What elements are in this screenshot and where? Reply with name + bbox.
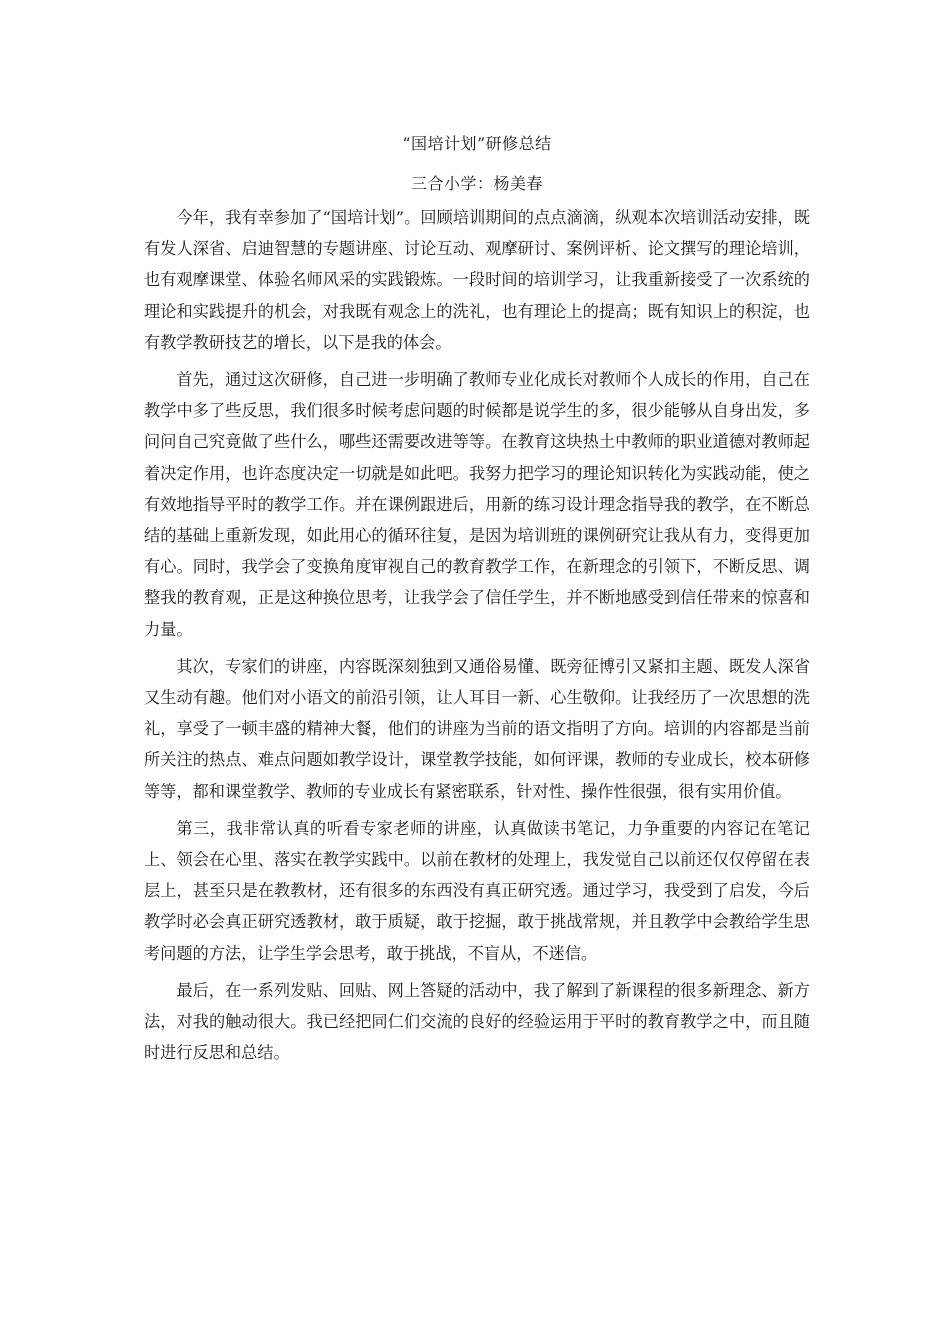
- paragraph-first: 首先，通过这次研修，自己进一步明确了教师专业化成长对教师个人成长的作用，自己在教学中多了些反思，我们很多时候考虑问题的时候都是说学生的多，很少能够从自身出发，多问问自己究竟做了些什么，哪些还需要改进等等。在教育这块热土中教师的职业道德对教师起着决定作用，也许态度决定一切就是如此吧。我努力把学习的理论知识转化为实践动能，使之有效地指导平时的教学工作。并在课例跟进后，用新的练习设计理念指导我的教学，在不断总结的基础上重新发现，如此用心的循环往复，是因为培训班的课例研究让我从有力，变得更加有心。同时，我学会了变换角度审视自己的教育教学工作，在新理念的引领下，不断反思、调整我的教育观，正是这种换位思考，让我学会了信任学生，并不断地感受到信任带来的惊喜和力量。: [144, 370, 810, 639]
- document-title: “国培计划”研修总结: [402, 134, 552, 153]
- document-author: 三合小学：杨美春: [410, 174, 543, 193]
- paragraph-intro: 今年，我有幸参加了“国培计划”。回顾培训期间的点点滴滴，纵观本次培训活动安排，既有发人深省、启迪智慧的专题讲座、讨论互动、观摩研讨、案例评析、论文撰写的理论培训，也有观摩课堂、体验名师风采的实践锻炼。一段时间的培训学习，让我重新接受了一次系统的理论和实践提升的机会，对我既有观念上的洗礼，也有理论上的提高；既有知识上的积淀，也有教学教研技艺的增长，以下是我的体会。: [144, 208, 810, 352]
- paragraph-second: 其次，专家们的讲座，内容既深刻独到又通俗易懂、既旁征博引又紧扣主题、既发人深省又生动有趣。他们对小语文的前沿引领，让人耳目一新、心生敬仰。让我经历了一次思想的洗礼，享受了一顿丰盛的精神大餐，他们的讲座为当前的语文指明了方向。培训的内容都是当前所关注的热点、难点问题如教学设计，课堂教学技能，如何评课，教师的专业成长，校本研修等等，都和课堂教学、教师的专业成长有紧密联系，针对性、操作性很强，很有实用价值。: [144, 656, 810, 801]
- document-page: [144, 128, 810, 1074]
- paragraph-third: 第三，我非常认真的听看专家老师的讲座，认真做读书笔记，力争重要的内容记在笔记上、领会在心里、落实在教学实践中。以前在教材的处理上，我发觉自己以前还仅仅停留在表层上，甚至只是在教教材，还有很多的东西没有真正研究透。通过学习，我受到了启发，今后教学时必会真正研究透教材，敢于质疑，敢于挖掘，敢于挑战常规，并且教学中会教给学生思考问题的方法，让学生学会思考，敢于挑战，不盲从，不迷信。: [144, 818, 810, 963]
- paragraph-last: 最后，在一系列发贴、回贴、网上答疑的活动中，我了解到了新课程的很多新理念、新方法，对我的触动很大。我已经把同仁们交流的良好的经验运用于平时的教育教学之中，而且随时进行反思和总结。: [144, 980, 810, 1063]
